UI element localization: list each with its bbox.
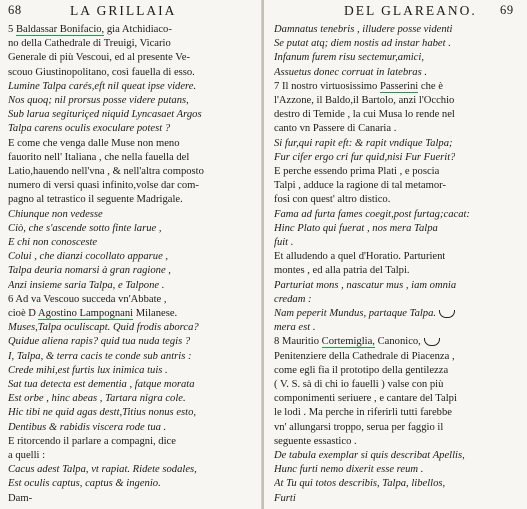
text-line — [274, 180, 446, 192]
line-text: Et alludendo a quel d'Horatio. Parturient — [274, 251, 446, 263]
line-text: l'Azzone, il Baldo,il Bartolo, anzi l'Occhio — [274, 95, 455, 106]
text-line — [274, 24, 453, 36]
line-text: no della Cathedrale di Treuigi, Vicario — [8, 38, 171, 50]
highlighted-name: Cortemiglia, — [321, 336, 375, 348]
left-page — [0, 0, 262, 509]
right-page — [264, 0, 527, 509]
text-line — [274, 152, 455, 164]
text-line — [274, 95, 454, 107]
text-line — [274, 251, 445, 263]
text-line — [274, 166, 439, 178]
text-line — [274, 67, 427, 79]
text-line — [274, 308, 455, 320]
text-line — [274, 194, 390, 206]
line-text: Quidue aliena rapis? quid tua nuda tegis ? — [8, 336, 191, 348]
line-text: E perche essendo prima Plati , e poscia — [274, 166, 440, 177]
line-text: Hunc furti nemo dixerit esse reum . — [274, 464, 424, 476]
line-text: Sat tua detecta est dementia , fatque morata — [8, 379, 195, 390]
text-line — [274, 109, 455, 121]
text-line — [8, 365, 168, 377]
highlighted-name: Passerini — [379, 80, 419, 92]
text-line — [8, 237, 97, 249]
line-text: Colui , che dianzi cocollato apparue , — [8, 251, 169, 263]
line-text: Chiunque non vedesse — [8, 208, 103, 220]
line-text: At Tu qui totos describis, Talpa, libellos, — [274, 478, 446, 490]
text-line — [8, 379, 195, 391]
text-line — [274, 379, 443, 391]
text-line — [274, 294, 312, 306]
line-text: Generale di più Vescoui, ed al presente Ve- — [8, 52, 190, 64]
text-line — [274, 493, 296, 505]
line-text: montes , ed alla patria del Talpi. — [274, 265, 410, 277]
line-text: 5 — [8, 24, 16, 35]
line-text: cioè D — [8, 308, 39, 319]
text-line — [8, 393, 186, 405]
line-text: Talpa carens oculis exoculare potest ? — [8, 123, 171, 135]
text-line — [8, 152, 189, 164]
text-line — [8, 464, 197, 476]
text-line — [8, 251, 168, 263]
right-page-number: 69 — [500, 3, 514, 17]
line-text: Dentibus & rabidis viscera rode tua . — [8, 421, 167, 433]
text-line — [274, 223, 438, 235]
line-text: Nos quoq; nil prorsus posse videre putans, — [8, 95, 189, 106]
text-line — [8, 336, 190, 348]
line-text: De tabula exemplar si quis describat Apellis, — [274, 450, 465, 461]
text-line — [8, 322, 199, 334]
text-line — [274, 237, 293, 249]
line-text: Cacus adest Talpa, vt rapiat. Ridete sodales, — [8, 464, 197, 476]
line-text: come egli fia il prototipo della gentilezza — [274, 364, 449, 376]
left-running-title: LA GRILLAIA — [70, 3, 177, 18]
line-text: numero di versi quasi infinito,volse dar com- — [8, 180, 199, 192]
line-text: E ritorcendo il parlare a compagni, dice — [8, 435, 176, 447]
text-line — [274, 209, 470, 221]
text-line — [274, 265, 410, 277]
line-text: Hinc Plato qui fuerat , nos mera Talpa — [274, 222, 438, 234]
line-text: le lodi . Ma perche in riferirli tutti farebbe — [274, 407, 452, 419]
text-line — [8, 81, 196, 93]
text-line — [8, 351, 192, 363]
line-text: Si fur,qui rapit eft: & rapit vndique Talpa; — [274, 137, 453, 149]
text-line — [274, 322, 316, 334]
line-text: Infanum furem risu sectemur,amici, — [274, 52, 424, 64]
text-line — [8, 265, 171, 277]
line-text: Assuetus donec corruat in latebras . — [274, 66, 428, 78]
line-text: Anzi insieme saria Talpa, e Talpone . — [8, 279, 165, 291]
line-text: ( V. S. sà di chi io fauelli ) valse con più — [274, 379, 444, 390]
text-line — [274, 351, 455, 363]
text-line — [8, 67, 195, 79]
line-text: Parturiat mons , nascatur mus , iam omnia — [274, 279, 457, 291]
line-text: vn' allungarsi troppo, serua per faggio il — [274, 421, 444, 433]
text-line — [8, 209, 103, 221]
text-line — [274, 38, 451, 50]
text-line — [8, 493, 32, 505]
text-line — [8, 24, 172, 36]
line-text-tail: Milanese. — [133, 308, 178, 319]
text-line — [274, 52, 424, 64]
text-line — [8, 123, 170, 135]
line-text: Fama ad furta fames coegit,post furtag;cacat: — [274, 208, 470, 220]
line-text: Crede mihi,est furtis lux inimica tuis . — [8, 364, 168, 376]
line-text-tail: Canonico, — [374, 336, 421, 348]
line-text: Est orbe , hinc abeas , Tartara nigra cole. — [8, 393, 186, 405]
text-line — [8, 422, 166, 434]
line-text: Ciò, che s'ascende sotto finte larue , — [8, 222, 162, 234]
text-line — [8, 280, 164, 292]
text-line — [274, 81, 443, 93]
line-text: Lumine Talpa carés,eft nil queat ipse videre. — [8, 80, 197, 92]
text-line — [274, 478, 445, 490]
text-line — [8, 180, 199, 192]
text-line — [8, 138, 180, 150]
line-text-tail: gia Atchidiaco- — [104, 24, 172, 35]
text-line — [8, 38, 171, 50]
text-line — [274, 450, 465, 462]
highlighted-name: Baldassar Bonifacio, — [15, 24, 105, 35]
text-line — [274, 138, 453, 150]
line-text: seguente essastico . — [274, 435, 357, 447]
handwritten-mark-icon — [439, 310, 455, 318]
text-line — [8, 109, 202, 121]
line-text: destro di Temide , la cui Musa lo rende nel — [274, 109, 455, 121]
line-text: 8 Mauritio — [274, 336, 322, 348]
line-text: Dam- — [8, 492, 33, 504]
text-line — [274, 393, 457, 405]
line-text: Muses,Talpa oculiscapt. Quid frodis aborca? — [8, 322, 199, 334]
text-line — [8, 436, 176, 448]
line-text: Furti — [274, 492, 296, 504]
text-line — [8, 223, 162, 235]
line-text: Talpi , adduce la ragione di tal metamor- — [274, 180, 447, 192]
line-text: Hic tibi ne quid agas destt,Titius nonus esto, — [8, 407, 197, 419]
line-text: E come che venga dalle Muse non meno — [8, 137, 180, 149]
line-text: 6 Ad va Vescouo succeda vn'Abbate , — [8, 293, 167, 305]
line-text: pagno al tetrastico il seguente Madrigale. — [8, 194, 183, 206]
text-line — [8, 478, 161, 490]
line-text: Sub larua segituriçed niquid Lyncasaet Argos — [8, 109, 202, 121]
text-line — [274, 422, 443, 434]
line-text: Penitenziere della Cathedrale di Piacenza , — [274, 350, 455, 362]
line-text: Fur cifer ergo cri fur quid,nisi Fur Fuerit? — [274, 151, 456, 163]
left-page-number: 68 — [8, 3, 22, 17]
right-running-title: DEL GLAREANO. — [344, 3, 477, 18]
text-line — [274, 365, 448, 377]
line-text: fosi con quest' altro distico. — [274, 194, 391, 206]
text-line — [8, 450, 45, 462]
line-text: mera est . — [274, 322, 316, 334]
line-text: Se putat atq; diem nostis ad instar habet . — [274, 38, 451, 50]
line-text: Nam peperit Mundus, partaque Talpa. — [274, 308, 437, 319]
text-line — [274, 123, 396, 135]
text-line — [8, 407, 196, 419]
text-line — [8, 95, 189, 107]
line-text: a quelli : — [8, 450, 46, 461]
line-text: Talpa deuria nomarsi à gran ragione , — [8, 265, 171, 277]
text-line — [8, 308, 177, 320]
line-text: fauorito nell' Italiana , che nella fauella del — [8, 151, 190, 163]
line-text: I, Talpa, & terra cacis te conde sub antris : — [8, 350, 192, 362]
line-text-tail: che è — [418, 80, 443, 92]
text-line — [8, 194, 183, 206]
text-line — [274, 436, 357, 448]
line-text: fuit . — [274, 237, 294, 248]
line-text: scouo Giustinopolitano, così fauella di esso. — [8, 66, 195, 78]
line-text: Damnatus tenebris , illudere posse videnti — [274, 24, 453, 35]
line-text: Latio,hauendo nell'vna , & nell'altra composto — [8, 166, 204, 177]
text-line — [274, 280, 456, 292]
line-text: componimenti seriuere , e cantare del Talpi — [274, 393, 457, 405]
text-line — [274, 464, 423, 476]
line-text: canto vn Passere di Canaria . — [274, 123, 397, 135]
text-line — [8, 294, 167, 306]
text-line — [274, 407, 452, 419]
handwritten-mark-icon — [424, 338, 440, 346]
text-line — [8, 52, 190, 64]
line-text: 7 Il nostro virtuosissimo — [274, 80, 380, 92]
text-line — [274, 336, 440, 348]
highlighted-name: Agostino Lampognani — [38, 308, 134, 319]
line-text: credam : — [274, 293, 312, 305]
text-line — [8, 166, 204, 178]
line-text: Est oculis captus, captus & ingenio. — [8, 478, 161, 490]
line-text: E chi non conosceste — [8, 237, 98, 248]
